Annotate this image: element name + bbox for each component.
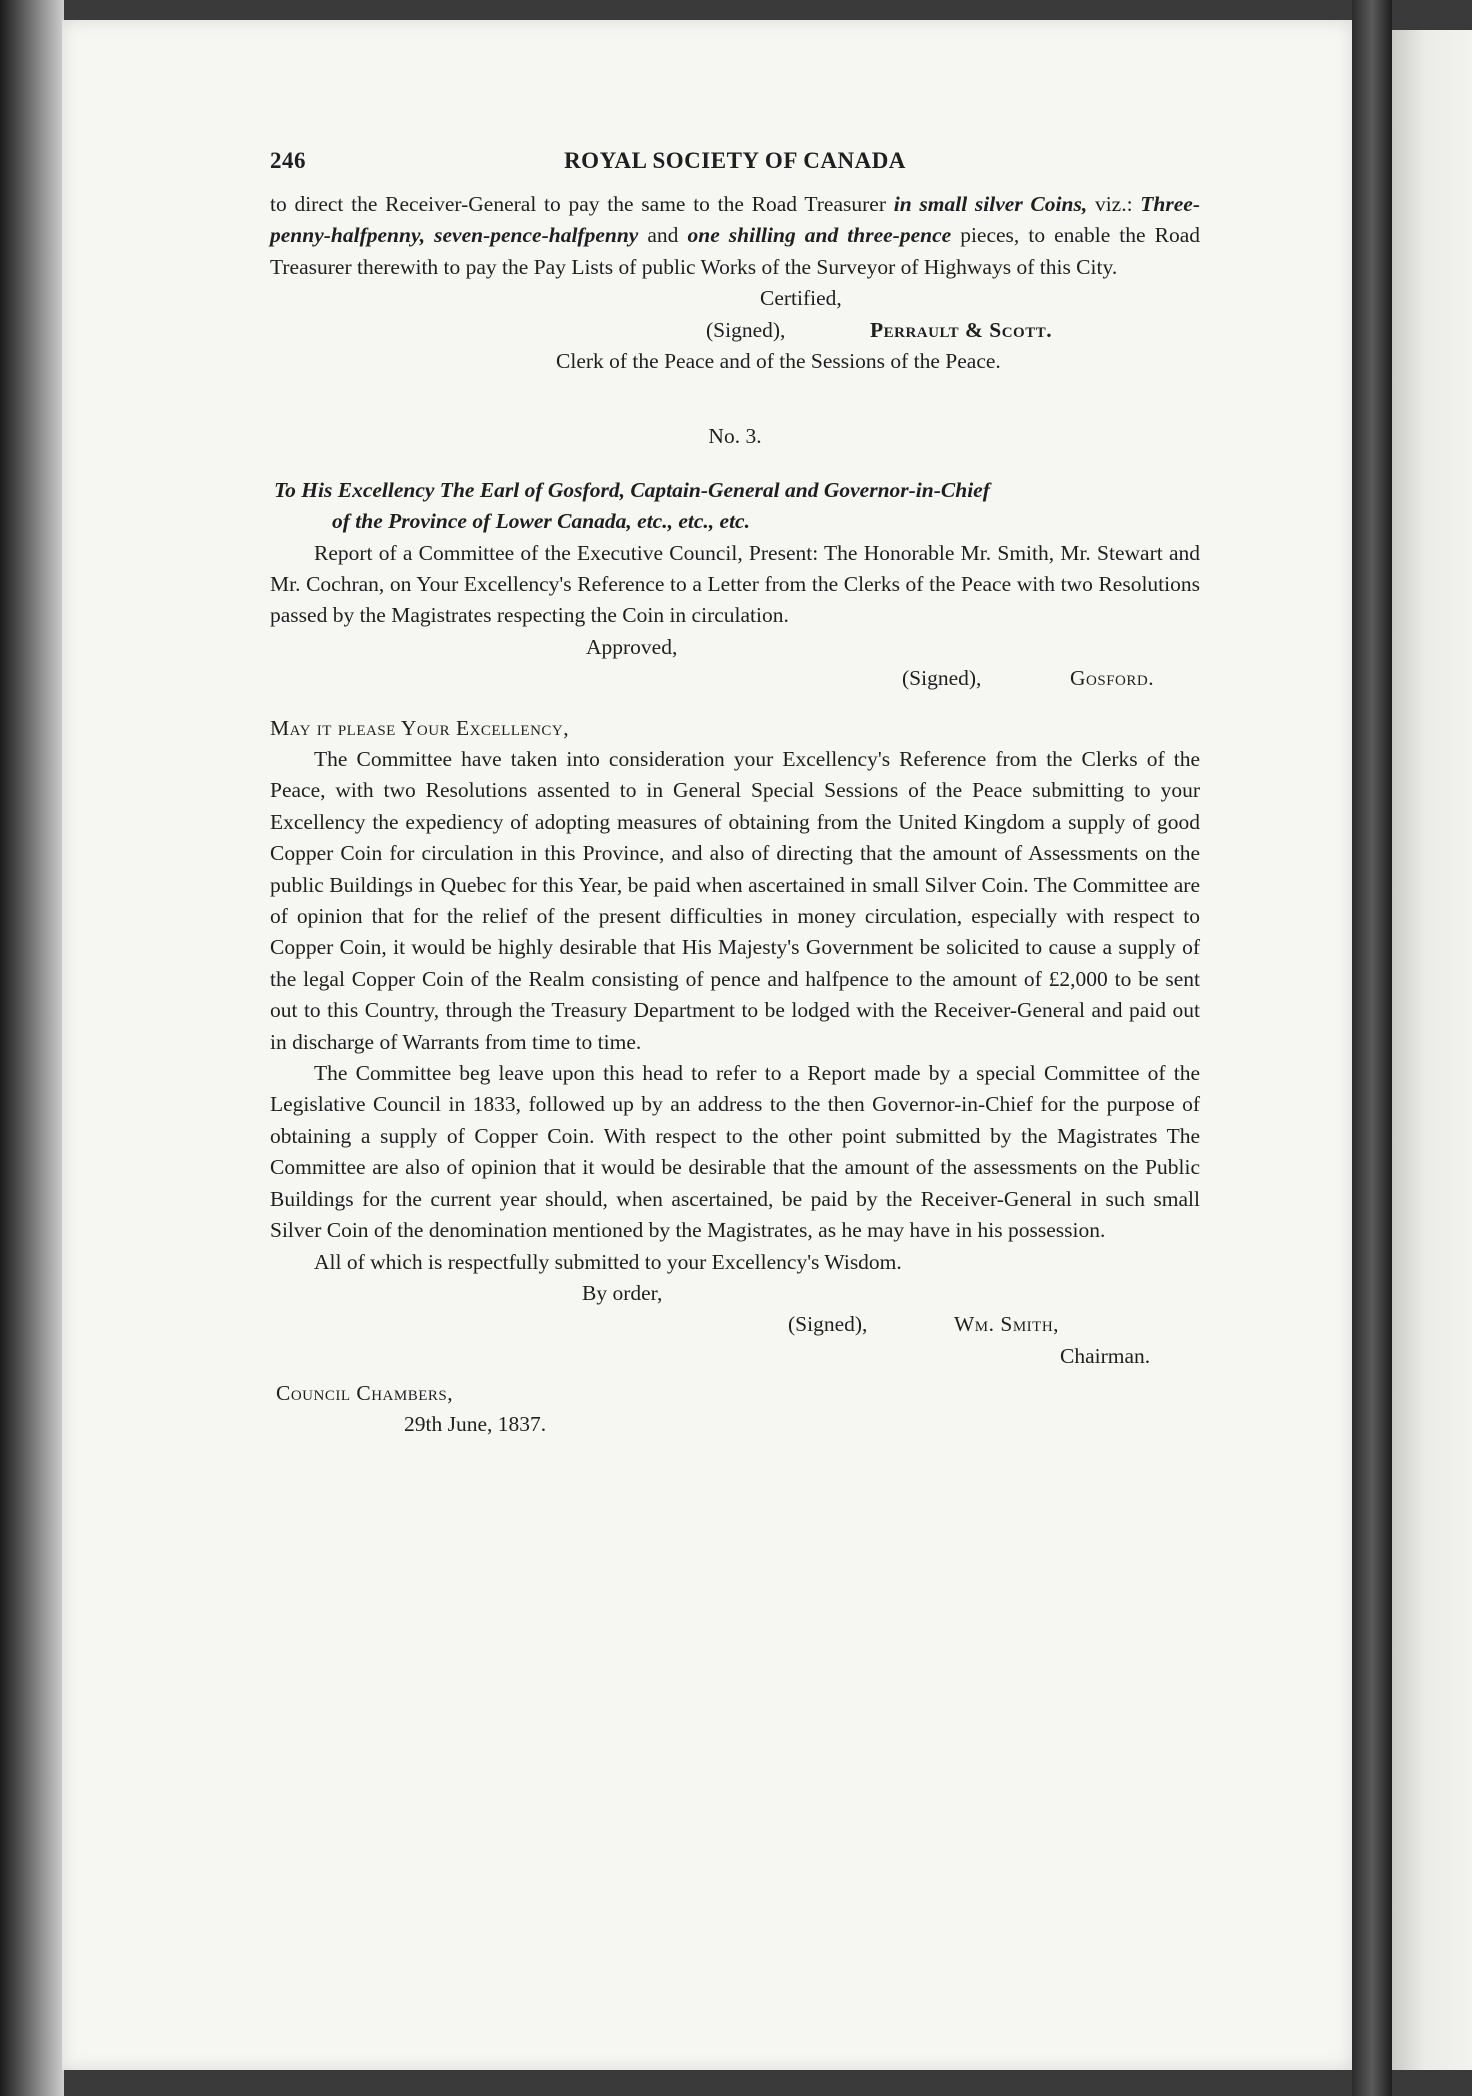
opening-paragraph: to direct the Receiver-General to pay the same to the Road Treasurer in small silver Coins, viz.: Three-penny-halfpenny, seven-pence-halfpenny and one shilling and three-pence pieces, to enable the Road Treasurer therewith to pay the Pay Lists of public Works of the Surveyor of Highways of this City. [270, 192, 1200, 279]
perrault-signature-line: (Signed), Perrault & Scott. [270, 315, 1200, 346]
clerk-title-line: Clerk of the Peace and of the Sessions of the Peace. [556, 349, 1001, 373]
page-content [270, 145, 1200, 1441]
certified-line: Certified, [760, 286, 842, 311]
place-line: Council Chambers, [276, 1381, 454, 1406]
page-header [270, 145, 1200, 189]
committee-report: Report of a Committee of the Executive Council, Present: The Honorable Mr. Smith, Mr. Stewart and Mr. Cochran, on Your Excellency's Reference to a Letter from the Clerks of the Peace with two Resolutions passed by the Magistrates respecting the Coin in circulation. [270, 540, 1200, 628]
facing-page-edge [1392, 30, 1472, 2070]
approved-line: Approved, [586, 634, 678, 659]
chairman-line: Chairman. [1060, 1343, 1151, 1368]
letter-paragraph-2: The Committee beg leave upon this head to refer to a Report made by a special Committee of the Legislative Council in 1833, followed up by an address to the then Governor-in-Chief for the purpose of obtaining a supply of Copper Coin. With respect to the other point submitted by the Magistrates The Committee are also of opinion that it would be desirable that the amount of the assessments on the Public Buildings for the current year should, when ascertained, be paid by the Receiver-General in such small Silver Coin of the denomination mentioned by the Magistrates, as he may have in his possession. [270, 1061, 1200, 1243]
signer-gosford: Gosford. [1070, 666, 1155, 691]
gosford-signature-line: (Signed), Gosford. [270, 663, 1200, 694]
section-heading: No. 3. [708, 424, 762, 449]
book-gutter [1352, 0, 1392, 2096]
letter-paragraph-3: All of which is respectfully submitted to your Excellency's Wisdom. [314, 1249, 902, 1274]
page-number: 246 [270, 148, 306, 173]
smith-signature-line: (Signed), Wm. Smith, [270, 1309, 1200, 1340]
date-line: 29th June, 1837. [404, 1412, 547, 1437]
addressee: To His Excellency The Earl of Gosford, Captain-General and Governor-in-Chief of the Province of Lower Canada, etc., etc., etc. [274, 477, 990, 534]
running-head: ROYAL SOCIETY OF CANADA [564, 148, 906, 173]
signer-wm-smith: Wm. Smith, [954, 1312, 1060, 1337]
letter-paragraph-1: The Committee have taken into consideration your Excellency's Reference from the Clerks of the Peace, with two Resolutions assented to in General Special Sessions of the Peace submitting to your Excellency the expediency of adopting measures of obtaining from the United Kingdom a supply of good Copper Coin for circulation in this Province, and also of directing that the amount of Assessments on the public Buildings in Quebec for this Year, be paid when ascertained in small Silver Coin. The Committee are of opinion that for the relief of the present difficulties in money circulation, especially with respect to Copper Coin, it would be highly desirable that His Majesty's Government be solicited to cause a supply of the legal Copper Coin of the Realm consisting of pence and halfpence to the amount of £2,000 to be sent out to this Country, through the Treasury Department to be lodged with the Receiver-General and paid out in discharge of Warrants from time to time. [270, 747, 1200, 1054]
book-left-edge [0, 0, 64, 2096]
salutation: May it please Your Excellency, [270, 715, 570, 740]
by-order-line: By order, [582, 1280, 663, 1305]
signer-perrault-scott: Perrault & Scott. [870, 317, 1053, 342]
